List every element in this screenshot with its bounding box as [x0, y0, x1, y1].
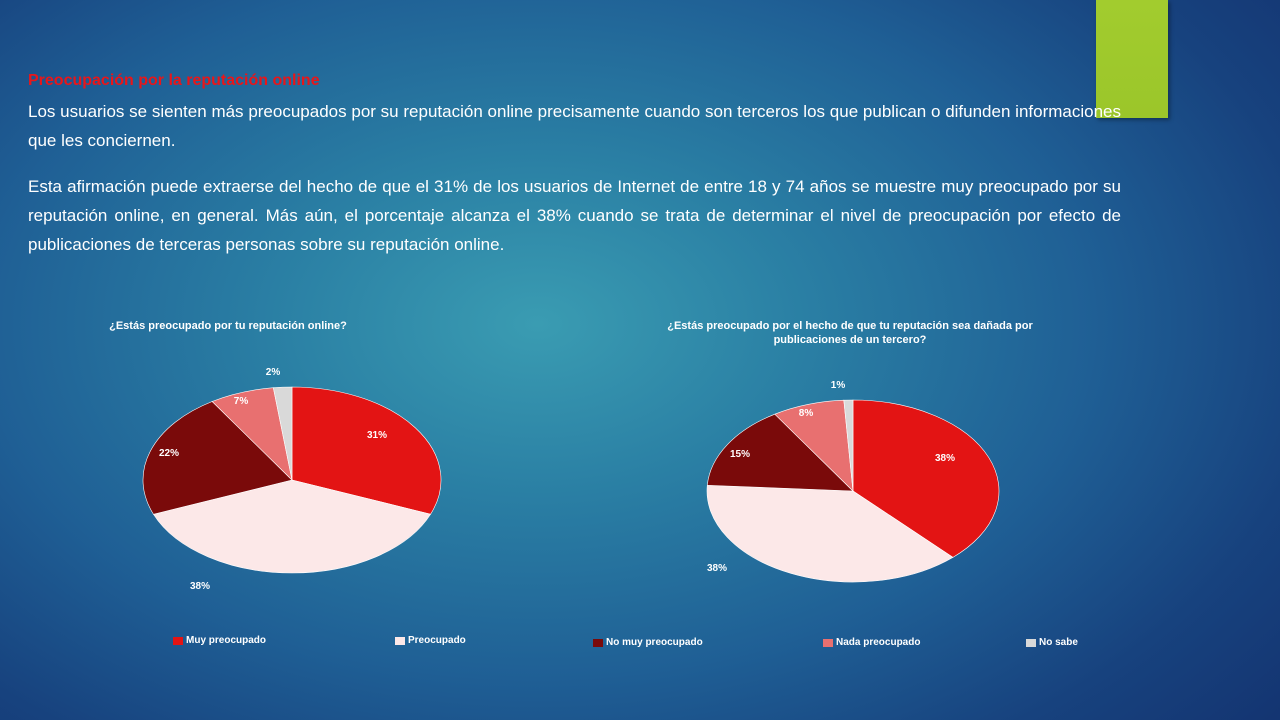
paragraph-intro: Los usuarios se sienten más preocupados por su reputación online precisamente cuando son terceros los que publican o difunden informaciones que les conciernen.	[28, 102, 1121, 150]
legend-swatch	[593, 639, 603, 647]
chart2-title: ¿Estás preocupado por el hecho de que tu reputación sea dañada por publicaciones de un tercero?	[667, 320, 1033, 346]
legend-swatch	[823, 639, 833, 647]
legend-label: Nada preocupado	[836, 637, 921, 648]
chart2-label-no-muy-preocupado: 15%	[729, 449, 751, 460]
chart1-label-preocupado: 38%	[189, 581, 211, 592]
legend-swatch	[173, 637, 183, 645]
legend-item-muy-preocupado	[173, 635, 266, 646]
legend-label: No sabe	[1039, 637, 1078, 648]
chart2-label-muy-preocupado: 38%	[934, 453, 956, 464]
legend-item-preocupado	[395, 635, 466, 646]
slide-title: Preocupación por la reputación online	[28, 72, 320, 89]
chart1-title: ¿Estás preocupado por tu reputación online?	[109, 320, 347, 332]
chart2-label-preocupado: 38%	[706, 563, 728, 574]
legend-item-nada-preocupado	[823, 637, 920, 648]
legend-item-no-sabe	[1026, 637, 1078, 648]
paragraph-detail: Esta afirmación puede extraerse del hecho de que el 31% de los usuarios de Internet de entre 18 y 74 años se muestre muy preocupado por su reputación online, en general. Más aún, el porcentaje alcanza el 38% cuando se trata de determinar el nivel de preocupación por efecto de publicaciones de terceras personas sobre su reputación online.	[28, 177, 1121, 254]
legend-swatch	[395, 637, 405, 645]
chart2-label-nada-preocupado: 8%	[798, 408, 814, 419]
chart1-label-muy-preocupado: 31%	[366, 430, 388, 441]
chart2-label-no-sabe: 1%	[830, 380, 846, 391]
chart1-label-nada-preocupado: 7%	[233, 396, 249, 407]
chart1-label-no-sabe: 2%	[265, 367, 281, 378]
legend-label: Muy preocupado	[186, 635, 267, 646]
legend-label: No muy preocupado	[606, 637, 703, 648]
legend-label: Preocupado	[408, 635, 466, 646]
chart1-label-no-muy-preocupado: 22%	[158, 448, 180, 459]
legend-swatch	[1026, 639, 1036, 647]
legend-item-no-muy-preocupado	[593, 637, 703, 648]
